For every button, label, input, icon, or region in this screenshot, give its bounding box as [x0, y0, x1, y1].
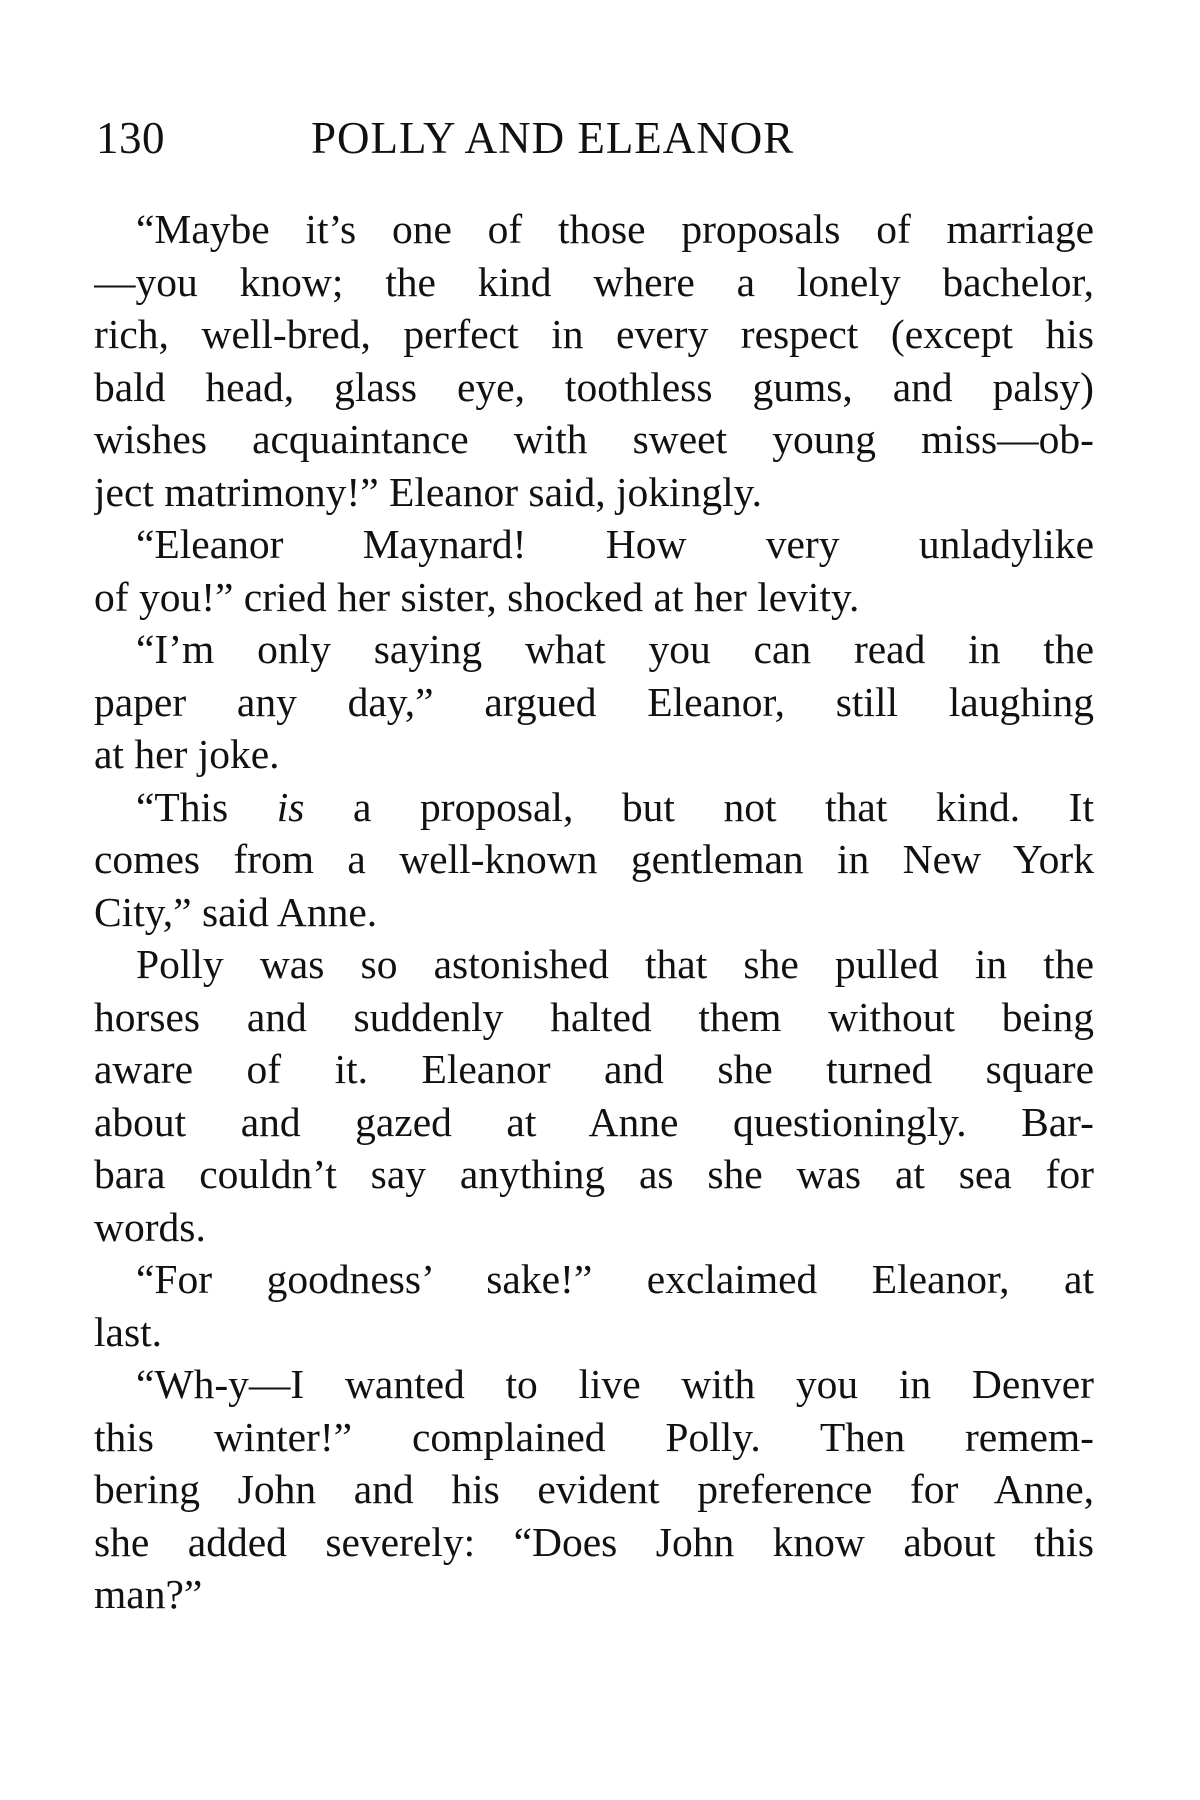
text-line: words.: [94, 1203, 206, 1250]
paragraph: [94, 623, 1094, 781]
text-line: “For goodness’ sake!” exclaimed Eleanor, at: [136, 1256, 1094, 1302]
paragraph: [94, 203, 1094, 518]
text-line: bering John and his evident preference for Anne,: [94, 1466, 1094, 1512]
text-line: “Wh-y—I wanted to live with you in Denver: [136, 1361, 1094, 1407]
page-number: 130: [96, 113, 165, 163]
text-line: City,” said Anne.: [94, 888, 378, 935]
text-line: of you!” cried her sister, shocked at her levity.: [94, 573, 860, 620]
text-line: at her joke.: [94, 731, 280, 777]
text-line: bara couldn’t say anything as she was at sea for: [94, 1151, 1094, 1197]
body-text: [94, 203, 1094, 1621]
text-line: this winter!” complained Polly. Then remem-: [94, 1413, 1094, 1460]
text-line: Polly was so astonished that she pulled in the: [136, 941, 1094, 987]
text-line: last.: [94, 1308, 163, 1355]
text-line: bald head, glass eye, toothless gums, and palsy): [94, 363, 1094, 410]
text-line: about and gazed at Anne questioningly. Bar-: [94, 1098, 1094, 1145]
text-line: aware of it. Eleanor and she turned square: [94, 1046, 1094, 1092]
text-line: wishes acquaintance with sweet young miss—ob-: [94, 416, 1094, 462]
running-head: [96, 108, 1096, 168]
text-line: comes from a well-known gentleman in New York: [94, 836, 1094, 882]
text-line: horses and suddenly halted them without being: [94, 993, 1094, 1040]
paragraph: [94, 938, 1094, 1253]
emphasis: is: [276, 783, 305, 830]
text-line: “This is a proposal, but not that kind. It: [136, 783, 1094, 830]
paragraph: [94, 781, 1094, 939]
running-title: POLLY AND ELEANOR: [311, 113, 795, 163]
text-line: “Maybe it’s one of those proposals of marriage: [136, 206, 1094, 252]
text-line: “Eleanor Maynard! How very unladylike: [136, 521, 1094, 567]
text-line: she added severely: “Does John know about this: [94, 1518, 1094, 1565]
text-line: —you know; the kind where a lonely bachelor,: [94, 258, 1094, 305]
paragraph: [94, 1253, 1094, 1358]
text-line: rich, well-bred, perfect in every respect (except his: [94, 311, 1094, 357]
text-line: man?”: [94, 1571, 203, 1617]
text-line: paper any day,” argued Eleanor, still laughing: [94, 678, 1094, 725]
paragraph: [94, 518, 1094, 623]
text-line: “I’m only saying what you can read in the: [136, 626, 1094, 672]
text-line: ject matrimony!” Eleanor said, jokingly.: [94, 468, 763, 515]
paragraph: [94, 1358, 1094, 1621]
